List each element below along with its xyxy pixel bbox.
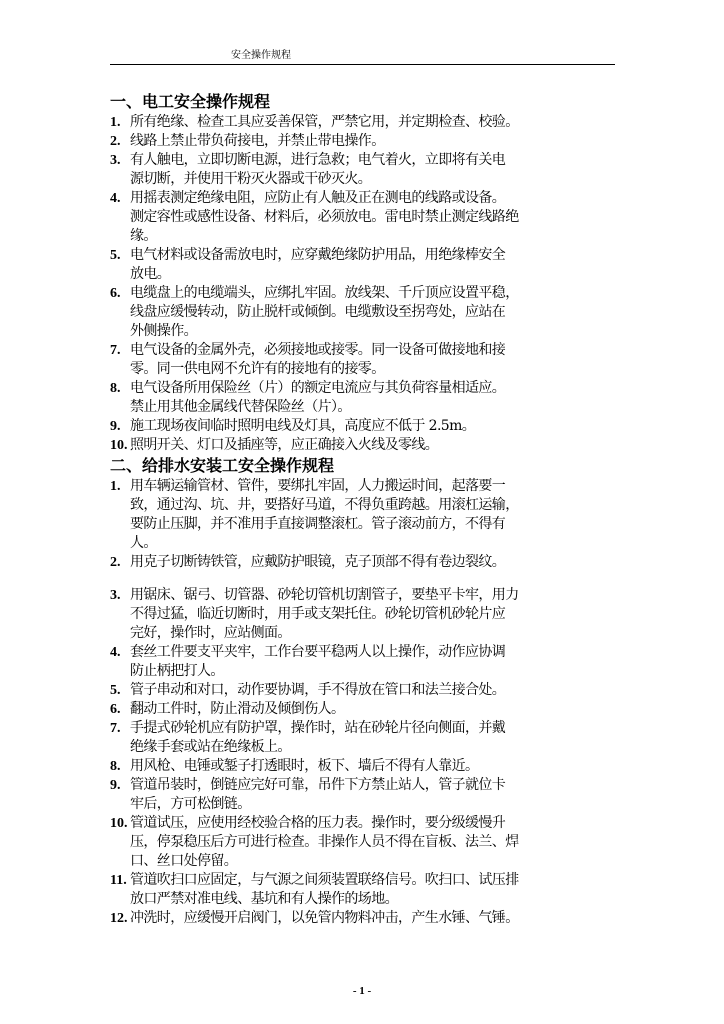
item-text-line: 手提式砂轮机应有防护罩，操作时，站在砂轮片径向侧面，并戴 <box>130 720 506 736</box>
item-text-line: 缘。 <box>130 228 157 244</box>
list-item <box>110 189 615 246</box>
item-text-line: 冲洗时，应缓慢开启阀门，以免管内物料冲击，产生水锤、气锤。 <box>130 910 519 926</box>
item-text-line: 照明开关、灯口及插座等，应正确接入火线及零线。 <box>130 437 439 453</box>
list-item <box>110 719 615 757</box>
item-text-line: 用锯床、锯弓、切管器、砂轮切管机切割管子，要垫平卡牢，用力 <box>130 587 519 603</box>
list-item <box>110 284 615 341</box>
item-text-line: 用摇表测定绝缘电阻，应防止有人触及正在测电的线路或设备。 <box>130 190 506 206</box>
item-number: 10. <box>110 438 128 453</box>
item-text-line: 电气设备的金属外壳，必须接地或接零。同一设备可做接地和接 <box>130 342 506 358</box>
item-number: 11. <box>110 873 127 888</box>
item-text-line: 电缆盘上的电缆端头，应绑扎牢固。放线架、千斤顶应设置平稳， <box>130 285 519 301</box>
list-item <box>110 871 615 909</box>
item-number: 12. <box>110 911 128 926</box>
item-text-line: 口、丝口处停留。 <box>130 853 238 869</box>
item-number: 8. <box>110 759 121 774</box>
item-number: 1. <box>110 115 121 130</box>
page-header <box>110 48 615 65</box>
item-number: 4. <box>110 191 121 206</box>
list-item <box>110 776 615 814</box>
item-text-line: 零。同一供电网不允许有的接地有的接零。 <box>130 361 385 377</box>
list-item <box>110 700 615 719</box>
list-item <box>110 132 615 151</box>
list-item <box>110 681 615 700</box>
section-2 <box>110 455 615 928</box>
item-text-line: 用风枪、电锤或錾子打透眼时，板下、墙后不得有人靠近。 <box>130 758 479 774</box>
item-text-line: 禁止用其他金属线代替保险丝（片）。 <box>130 399 351 415</box>
section-title: 一、电工安全操作规程 <box>110 92 271 111</box>
list-item <box>110 553 615 572</box>
item-text-line: 用克子切断铸铁管，应戴防护眼镜，克子顶部不得有卷边裂纹。 <box>130 554 506 570</box>
spacer <box>110 572 615 586</box>
item-number: 2. <box>110 134 121 149</box>
list-item <box>110 643 615 681</box>
item-text-line: 牢后，方可松倒链。 <box>130 796 251 812</box>
item-number: 7. <box>110 343 121 358</box>
item-text-line: 人。 <box>130 535 157 551</box>
item-number: 10. <box>110 816 128 831</box>
item-text-line: 测定容性或感性设备、材料后，必须放电。雷电时禁止测定线路绝 <box>130 209 519 225</box>
item-text-line: 电气设备所用保险丝（片）的额定电流应与其负荷容量相适应。 <box>130 380 506 396</box>
item-number: 5. <box>110 683 121 698</box>
item-text-line: 管道吊装时，倒链应完好可靠，吊件下方禁止站人，管子就位卡 <box>130 777 506 793</box>
item-number: 7. <box>110 721 121 736</box>
list-item <box>110 151 615 189</box>
item-number: 1. <box>110 479 121 494</box>
item-number: 2. <box>110 555 121 570</box>
item-text-line: 不得过猛，临近切断时，用手或支架托住。砂轮切管机砂轮片应 <box>130 606 506 622</box>
item-text-line: 管子串动和对口，动作要协调，手不得放在管口和法兰接合处。 <box>130 682 506 698</box>
item-text-line: 管道试压，应使用经校验合格的压力表。操作时，要分级缓慢升 <box>130 815 506 831</box>
list-item <box>110 909 615 928</box>
item-number: 6. <box>110 702 121 717</box>
item-number: 6. <box>110 286 121 301</box>
item-text-line: 施工现场夜间临时照明电线及灯具，高度应不低于 2.5m。 <box>130 418 476 434</box>
list-item <box>110 436 615 455</box>
list-item <box>110 341 615 379</box>
item-text-line: 压，停泵稳压后方可进行检查。非操作人员不得在盲板、法兰、焊 <box>130 834 519 850</box>
item-text-line: 源切断，并使用干粉灭火器或干砂灭火。 <box>130 171 372 187</box>
item-text-line: 绝缘手套或站在绝缘板上。 <box>130 739 291 755</box>
item-text-line: 线路上禁止带负荷接电，并禁止带电操作。 <box>130 133 385 149</box>
item-text-line: 要防止压脚，并不准用手直接调整滚杠。管子滚动前方，不得有 <box>130 516 506 532</box>
section-1 <box>110 91 615 455</box>
item-text-line: 电气材料或设备需放电时，应穿戴绝缘防护用品，用绝缘棒安全 <box>130 247 506 263</box>
list-item <box>110 477 615 553</box>
item-number: 9. <box>110 419 121 434</box>
item-number: 4. <box>110 645 121 660</box>
item-text-line: 有人触电，立即切断电源，进行急救；电气着火，立即将有关电 <box>130 152 506 168</box>
section-title: 二、给排水安装工安全操作规程 <box>110 456 335 475</box>
list-item <box>110 379 615 417</box>
item-number: 3. <box>110 153 121 168</box>
page-number: - 1 - <box>352 985 372 997</box>
item-text-line: 套丝工件要支平夹牢，工作台要平稳两人以上操作，动作应协调 <box>130 644 506 660</box>
item-number: 3. <box>110 588 121 603</box>
item-number: 8. <box>110 381 121 396</box>
list-item <box>110 814 615 871</box>
item-text-line: 所有绝缘、检查工具应妥善保管，严禁它用，并定期检查、校验。 <box>130 114 519 130</box>
item-number: 5. <box>110 248 121 263</box>
item-text-line: 放电。 <box>130 266 171 282</box>
list-item <box>110 417 615 436</box>
item-text-line: 致，通过沟、坑、井，要搭好马道，不得负重跨越。用滚杠运输， <box>130 497 519 513</box>
item-text-line: 线盘应缓慢转动，防止脱杆或倾倒。电缆敷设至拐弯处，应站在 <box>130 304 506 320</box>
item-text-line: 放口严禁对准电线、基坑和有人操作的场地。 <box>130 891 398 907</box>
item-text-line: 防止柄把打人。 <box>130 663 224 679</box>
item-text-line: 完好，操作时，应站侧面。 <box>130 625 291 641</box>
list-item <box>110 113 615 132</box>
item-text-line: 外侧操作。 <box>130 323 197 339</box>
item-text-line: 用车辆运输管材、管件，要绑扎牢固，人力搬运时间，起落要一 <box>130 478 506 494</box>
list-item <box>110 757 615 776</box>
header-title: 安全操作规程 <box>231 50 291 61</box>
item-number: 9. <box>110 778 121 793</box>
item-text-line: 翻动工件时，防止滑动及倾倒伤人。 <box>130 701 345 717</box>
item-text-line: 管道吹扫口应固定，与气源之间须装置联络信号。吹扫口、试压排 <box>130 872 519 888</box>
document-body <box>110 91 615 928</box>
list-item <box>110 246 615 284</box>
list-item <box>110 586 615 643</box>
